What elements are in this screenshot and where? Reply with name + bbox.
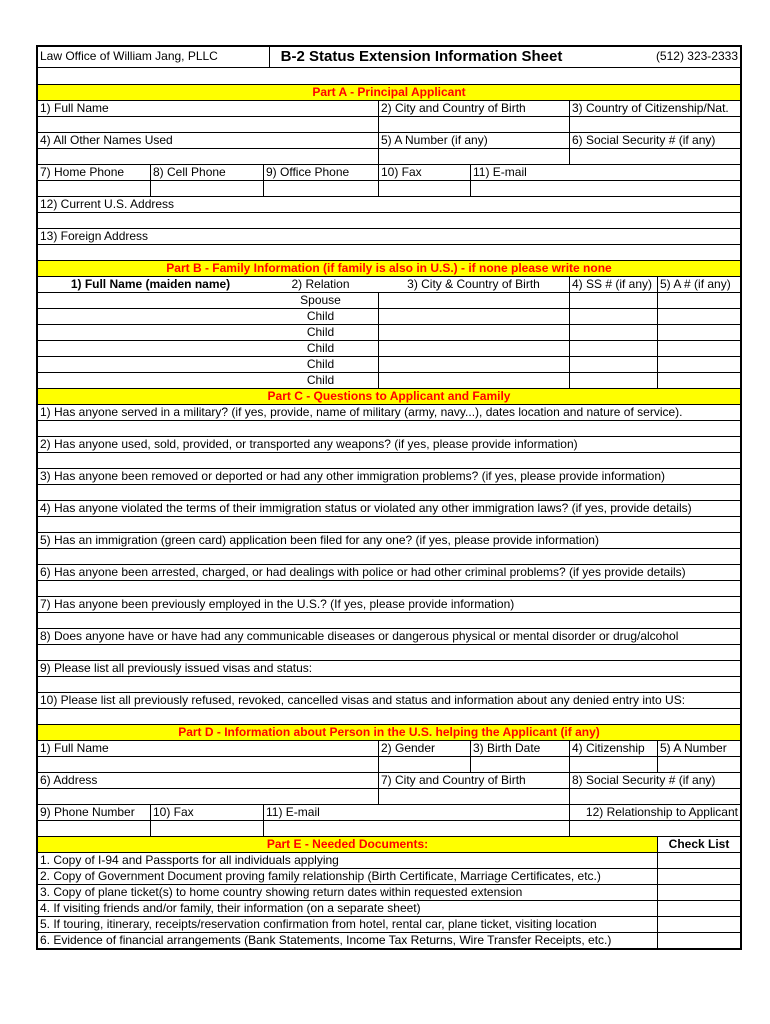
family-col-a-number: 5) A # (if any) xyxy=(657,277,740,292)
helper-phone-field[interactable] xyxy=(38,821,150,836)
information-sheet xyxy=(36,45,742,950)
part-b-heading: Part B - Family Information (if family is also in U.S.) - if none please write none xyxy=(38,260,740,276)
family-member-birthplace-field[interactable] xyxy=(378,373,569,388)
current-address-label-row xyxy=(38,196,740,212)
ssn-label: 6) Social Security # (if any) xyxy=(569,133,740,148)
family-col-birthplace: 3) City & Country of Birth xyxy=(407,277,540,291)
part-a-row-labels-1 xyxy=(38,100,740,116)
helper-email-label: 11) E-mail xyxy=(263,805,569,820)
document-checkbox[interactable] xyxy=(657,933,740,948)
home-phone-label: 7) Home Phone xyxy=(40,165,125,179)
family-col-name: 1) Full Name (maiden name) xyxy=(70,277,231,291)
family-member-a-number-field[interactable] xyxy=(657,373,740,388)
helper-address-field[interactable] xyxy=(38,789,378,804)
document-item: 6. Evidence of financial arrangements (Bank Statements, Income Tax Returns, Wire Transfer Receipts, etc.) xyxy=(40,933,612,947)
other-names-label: 4) All Other Names Used xyxy=(40,133,173,147)
question-answer-field[interactable] xyxy=(38,580,740,596)
helper-phone-label: 9) Phone Number xyxy=(40,805,135,819)
office-phone-number: (512) 323-2333 xyxy=(655,49,738,63)
family-member-ssn-field[interactable] xyxy=(569,341,657,356)
other-names-entry-row[interactable] xyxy=(38,148,740,164)
family-member-name-field[interactable] xyxy=(38,293,263,308)
document-item: 2. Copy of Government Document proving family relationship (Birth Certificate, Marriage Certificates, etc.) xyxy=(40,869,601,883)
family-member-name-field[interactable] xyxy=(38,325,263,340)
document-checkbox[interactable] xyxy=(657,917,740,932)
document-row xyxy=(38,852,740,868)
family-row[interactable] xyxy=(38,340,740,356)
family-member-ssn-field[interactable] xyxy=(569,357,657,372)
helper-fax-label: 10) Fax xyxy=(150,805,263,820)
full-name-label: 1) Full Name xyxy=(40,101,109,115)
foreign-address-label-row xyxy=(38,228,740,244)
document-item: 3. Copy of plane ticket(s) to home country showing return dates within requested extension xyxy=(40,885,523,899)
citizenship-label: 3) Country of Citizenship/Nat. xyxy=(569,101,740,116)
helper-ssn-label: 8) Social Security # (if any) xyxy=(569,773,740,788)
helper-full-name-label: 1) Full Name xyxy=(40,741,109,755)
family-row[interactable] xyxy=(38,324,740,340)
a-number-field[interactable] xyxy=(378,149,569,164)
helper-email-field[interactable] xyxy=(263,821,569,836)
helper-city-country-birth-label: 7) City and Country of Birth xyxy=(378,773,569,788)
question-answer-field[interactable] xyxy=(38,516,740,532)
city-country-birth-label: 2) City and Country of Birth xyxy=(378,101,569,116)
family-member-birthplace-field[interactable] xyxy=(378,309,569,324)
office-name: Law Office of William Jang, PLLC xyxy=(40,49,218,63)
email-label: 11) E-mail xyxy=(470,165,740,180)
home-phone-field[interactable] xyxy=(38,181,150,196)
family-row[interactable] xyxy=(38,308,740,324)
family-member-name-field[interactable] xyxy=(38,357,263,372)
question-answer-field[interactable] xyxy=(38,484,740,500)
question-answer-field[interactable] xyxy=(38,420,740,436)
question-answer-field[interactable] xyxy=(38,676,740,692)
question-row xyxy=(38,596,740,612)
email-field[interactable] xyxy=(470,181,740,196)
a-number-label: 5) A Number (if any) xyxy=(378,133,569,148)
part-e-heading: Part E - Needed Documents: xyxy=(38,837,657,852)
helper-relationship-field[interactable] xyxy=(569,821,740,836)
helper-birth-date-label: 3) Birth Date xyxy=(470,741,569,756)
family-member-name-field[interactable] xyxy=(38,309,263,324)
family-table-header xyxy=(38,276,740,292)
question-row xyxy=(38,500,740,516)
helper-address-entry-row[interactable] xyxy=(38,788,740,804)
part-d-row-labels-1 xyxy=(38,740,740,756)
part-d-row-labels-3 xyxy=(38,804,740,820)
question-row xyxy=(38,532,740,548)
family-member-birthplace-field[interactable] xyxy=(378,325,569,340)
question-text: 9) Please list all previously issued visas and status: xyxy=(40,661,313,675)
foreign-address-label: 13) Foreign Address xyxy=(40,229,149,243)
part-a-heading: Part A - Principal Applicant xyxy=(38,84,740,100)
current-address-field[interactable] xyxy=(38,212,740,228)
sheet-header xyxy=(38,47,740,67)
helper-a-number-field[interactable] xyxy=(657,757,740,772)
family-member-birthplace-field[interactable] xyxy=(378,341,569,356)
family-member-a-number-field[interactable] xyxy=(657,341,740,356)
ssn-field[interactable] xyxy=(569,149,740,164)
family-member-a-number-field[interactable] xyxy=(657,293,740,308)
question-text: 3) Has anyone been removed or deported or had any other immigration problems? (if yes, please provide information) xyxy=(40,469,665,483)
foreign-address-field[interactable] xyxy=(38,244,740,260)
family-member-birthplace-field[interactable] xyxy=(378,293,569,308)
question-text: 10) Please list all previously refused, revoked, cancelled visas and status and information about any denied entry into US: xyxy=(40,693,686,707)
family-row[interactable] xyxy=(38,372,740,388)
helper-gender-field[interactable] xyxy=(378,757,470,772)
office-phone-label: 9) Office Phone xyxy=(263,165,378,180)
question-text: 2) Has anyone used, sold, provided, or transported any weapons? (if yes, please provide information) xyxy=(40,437,578,451)
question-row xyxy=(38,628,740,644)
family-member-ssn-field[interactable] xyxy=(569,373,657,388)
question-text: 7) Has anyone been previously employed in the U.S.? (If yes, please provide information) xyxy=(40,597,515,611)
question-row xyxy=(38,564,740,580)
helper-full-name-field[interactable] xyxy=(38,757,378,772)
family-member-relation: Child xyxy=(306,341,335,355)
question-answer-field[interactable] xyxy=(38,452,740,468)
document-row xyxy=(38,900,740,916)
document-checkbox[interactable] xyxy=(657,869,740,884)
cell-phone-label: 8) Cell Phone xyxy=(150,165,263,180)
family-member-ssn-field[interactable] xyxy=(569,309,657,324)
document-row xyxy=(38,884,740,900)
citizenship-field[interactable] xyxy=(569,117,740,132)
helper-citizenship-field[interactable] xyxy=(569,757,657,772)
part-a-row-labels-2 xyxy=(38,132,740,148)
part-a-row-labels-3 xyxy=(38,164,740,180)
sheet-title: B-2 Status Extension Information Sheet xyxy=(269,47,573,67)
helper-name-entry-row[interactable] xyxy=(38,756,740,772)
document-row xyxy=(38,916,740,932)
helper-address-label: 6) Address xyxy=(40,773,98,787)
family-member-a-number-field[interactable] xyxy=(657,325,740,340)
question-row xyxy=(38,404,740,420)
question-text: 4) Has anyone violated the terms of their immigration status or violated any other immigration laws? (if yes, provide details) xyxy=(40,501,692,515)
document-item: 4. If visiting friends and/or family, their information (on a separate sheet) xyxy=(40,901,421,915)
helper-gender-label: 2) Gender xyxy=(378,741,470,756)
document-checkbox[interactable] xyxy=(657,853,740,868)
checklist-label: Check List xyxy=(657,837,740,852)
helper-fax-field[interactable] xyxy=(150,821,263,836)
family-row[interactable] xyxy=(38,292,740,308)
family-member-a-number-field[interactable] xyxy=(657,357,740,372)
family-member-a-number-field[interactable] xyxy=(657,309,740,324)
city-country-birth-field[interactable] xyxy=(378,117,569,132)
document-checkbox[interactable] xyxy=(657,901,740,916)
family-member-name-field[interactable] xyxy=(38,373,263,388)
family-member-ssn-field[interactable] xyxy=(569,325,657,340)
question-answer-field[interactable] xyxy=(38,708,740,724)
family-member-birthplace-field[interactable] xyxy=(378,357,569,372)
document-row xyxy=(38,932,740,948)
question-answer-field[interactable] xyxy=(38,548,740,564)
family-col-relation: 2) Relation xyxy=(291,277,350,291)
helper-city-country-birth-field[interactable] xyxy=(378,789,569,804)
helper-birth-date-field[interactable] xyxy=(470,757,569,772)
helper-relationship-label: 12) Relationship to Applicant xyxy=(569,805,740,820)
part-c-heading: Part C - Questions to Applicant and Family xyxy=(38,388,740,404)
question-answer-field[interactable] xyxy=(38,612,740,628)
family-member-relation: Spouse xyxy=(300,293,341,307)
helper-contact-entry-row[interactable] xyxy=(38,820,740,836)
phone-entry-row[interactable] xyxy=(38,180,740,196)
family-member-ssn-field[interactable] xyxy=(569,293,657,308)
part-d-row-labels-2 xyxy=(38,772,740,788)
document-item: 1. Copy of I-94 and Passports for all individuals applying xyxy=(40,853,339,867)
full-name-field[interactable] xyxy=(38,117,378,132)
current-address-label: 12) Current U.S. Address xyxy=(40,197,175,211)
document-row xyxy=(38,868,740,884)
part-d-heading: Part D - Information about Person in the U.S. helping the Applicant (if any) xyxy=(38,724,740,740)
helper-citizenship-label: 4) Citizenship xyxy=(569,741,657,756)
document-item: 5. If touring, itinerary, receipts/reservation confirmation from hotel, rental car, plane ticket, visiting location xyxy=(40,917,597,931)
family-member-relation: Child xyxy=(306,373,335,387)
question-text: 6) Has anyone been arrested, charged, or had dealings with police or had other criminal problems? (if yes provide details) xyxy=(40,565,686,579)
full-name-entry-row[interactable] xyxy=(38,116,740,132)
family-member-relation: Child xyxy=(306,325,335,339)
question-row xyxy=(38,436,740,452)
question-text: 1) Has anyone served in a military? (if yes, provide, name of military (army, navy...), dates location and nature of service). xyxy=(40,405,683,419)
question-row xyxy=(38,660,740,676)
other-names-field[interactable] xyxy=(38,149,378,164)
question-answer-field[interactable] xyxy=(38,644,740,660)
family-member-relation: Child xyxy=(306,309,335,323)
question-text: 8) Does anyone have or have had any communicable diseases or dangerous physical or mental disorder or drug/alcohol xyxy=(40,629,679,643)
office-phone-field[interactable] xyxy=(263,181,378,196)
document-checkbox[interactable] xyxy=(657,885,740,900)
question-row xyxy=(38,468,740,484)
family-row[interactable] xyxy=(38,356,740,372)
helper-ssn-field[interactable] xyxy=(569,789,740,804)
helper-a-number-label: 5) A Number xyxy=(657,741,740,756)
blank-row xyxy=(38,67,740,84)
part-e-header-row xyxy=(38,836,740,852)
question-text: 5) Has an immigration (green card) application been filed for any one? (if yes, please provide information) xyxy=(40,533,599,547)
fax-label: 10) Fax xyxy=(378,165,470,180)
fax-field[interactable] xyxy=(378,181,470,196)
family-member-name-field[interactable] xyxy=(38,341,263,356)
cell-phone-field[interactable] xyxy=(150,181,263,196)
family-col-ssn: 4) SS # (if any) xyxy=(569,277,657,292)
question-row xyxy=(38,692,740,708)
family-member-relation: Child xyxy=(306,357,335,371)
